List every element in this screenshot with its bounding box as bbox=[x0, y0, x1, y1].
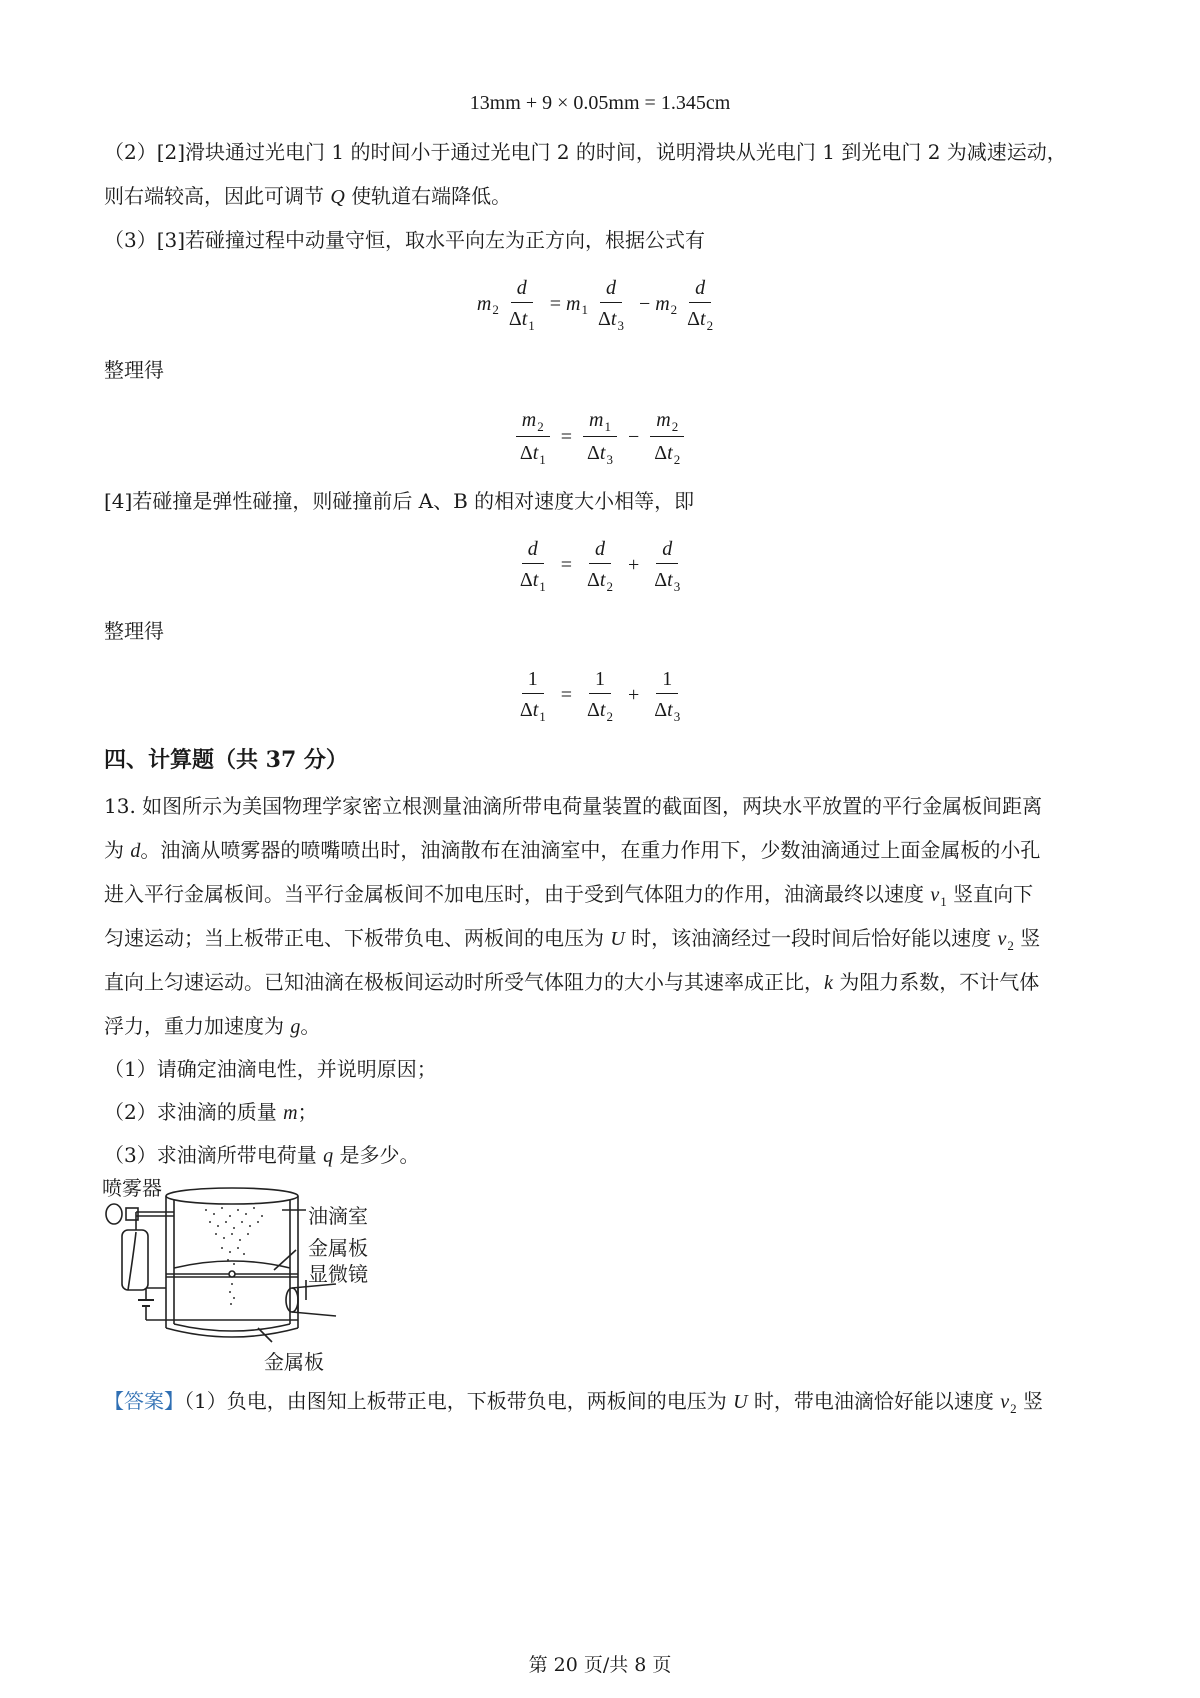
answer-text: （1）负电，由图知上板带正电，下板带负电，两板间的电压为 bbox=[184, 1389, 734, 1413]
answer-line bbox=[104, 1387, 1043, 1418]
var-d: d bbox=[605, 277, 616, 299]
paragraph-2-line-1 bbox=[104, 138, 1067, 166]
var-m: m bbox=[655, 293, 670, 315]
minus-sign: − bbox=[638, 293, 651, 315]
fraction-d-over-dt3 bbox=[592, 276, 630, 333]
var-m: m bbox=[589, 409, 604, 431]
subscript: 3 bbox=[673, 579, 681, 594]
subscript: 2 bbox=[673, 452, 681, 467]
fraction-d-over-dt2 bbox=[581, 537, 619, 594]
paragraph-text: [4]若碰撞是弹性碰撞，则碰撞前后 A、B 的相对速度大小相等，即 bbox=[104, 489, 695, 513]
subscript: 3 bbox=[606, 452, 613, 467]
answer-text: 时，带电油滴恰好能以速度 bbox=[747, 1389, 1001, 1413]
numeral-one: 1 bbox=[662, 668, 673, 690]
paragraph-text: 则右端较高，因此可调节 bbox=[104, 184, 331, 208]
subscript: 1 bbox=[581, 301, 588, 317]
var-v: v bbox=[930, 884, 940, 906]
chamber-top-rim bbox=[166, 1188, 298, 1204]
page-footer bbox=[0, 1650, 1200, 1677]
variable-q-upper: Q bbox=[330, 186, 345, 208]
var-q: q bbox=[323, 1145, 334, 1167]
paragraph-text: 使轨道右端降低。 bbox=[344, 184, 512, 208]
delta-symbol: Δ bbox=[519, 442, 533, 464]
var-t: t bbox=[667, 569, 673, 591]
var-t: t bbox=[532, 442, 539, 464]
label-sprayer: 喷雾器 bbox=[102, 1176, 162, 1200]
heading-text: 四、计算题（共 37 分） bbox=[104, 747, 348, 773]
microscope-lens bbox=[286, 1288, 298, 1312]
subscript: 1 bbox=[940, 894, 947, 909]
page-number: 第 20 页/共 8 页 bbox=[528, 1654, 672, 1676]
delta-symbol: Δ bbox=[519, 569, 533, 591]
delta-symbol: Δ bbox=[587, 442, 600, 464]
subscript: 2 bbox=[537, 419, 544, 434]
fraction-1-over-dt3 bbox=[648, 667, 686, 724]
subscript: 2 bbox=[606, 579, 613, 594]
question-text: ； bbox=[297, 1100, 318, 1124]
equals-sign: = bbox=[560, 554, 573, 576]
var-m: m bbox=[566, 293, 581, 315]
var-d: d bbox=[595, 538, 605, 560]
upper-plate-curve bbox=[174, 1261, 290, 1268]
equation-vernier-reading bbox=[0, 92, 1200, 115]
equals-sign: = bbox=[549, 293, 562, 315]
equals-sign: = bbox=[560, 684, 573, 706]
var-t: t bbox=[532, 699, 539, 721]
delta-symbol: Δ bbox=[687, 308, 701, 330]
fraction-d-over-dt1 bbox=[503, 276, 541, 333]
delta-symbol: Δ bbox=[654, 699, 668, 721]
question-text: 是多少。 bbox=[333, 1143, 420, 1167]
var-t: t bbox=[599, 442, 606, 464]
fraction-m1-over-dt3 bbox=[581, 408, 619, 467]
var-d: d bbox=[516, 277, 527, 299]
var-u: U bbox=[610, 928, 625, 950]
var-d: d bbox=[527, 538, 538, 560]
equation-reciprocal-times bbox=[0, 667, 1200, 724]
section-heading bbox=[104, 745, 348, 775]
numeral-one: 1 bbox=[527, 668, 538, 690]
equals-sign: = bbox=[560, 426, 573, 448]
fraction-d-over-dt1 bbox=[514, 537, 552, 594]
subscript: 1 bbox=[539, 452, 546, 467]
delta-symbol: Δ bbox=[519, 699, 533, 721]
delta-symbol: Δ bbox=[654, 442, 668, 464]
label-lower-metal-plate: 金属板 bbox=[264, 1350, 324, 1374]
question-text: 浮力，重力加速度为 bbox=[104, 1014, 291, 1038]
paragraph-text: （3）[3]若碰撞过程中动量守恒，取水平向左为正方向，根据公式有 bbox=[104, 228, 706, 252]
millikan-apparatus-figure bbox=[96, 1170, 396, 1385]
subscript: 3 bbox=[673, 709, 681, 724]
question-13-line-1 bbox=[104, 792, 1042, 820]
subscript: 2 bbox=[1007, 938, 1014, 953]
var-g: g bbox=[290, 1016, 301, 1038]
numeral-one: 1 bbox=[595, 668, 605, 690]
question-13-line-5 bbox=[104, 968, 1039, 997]
subscript: 2 bbox=[706, 318, 714, 333]
subscript: 2 bbox=[670, 301, 678, 317]
paragraph-4 bbox=[104, 487, 694, 515]
answer-text: 竖 bbox=[1016, 1389, 1044, 1413]
var-u: U bbox=[733, 1391, 748, 1413]
var-m: m bbox=[283, 1102, 298, 1124]
question-text: 为 bbox=[104, 838, 131, 862]
question-text: 。 bbox=[300, 1014, 321, 1038]
var-t: t bbox=[667, 699, 673, 721]
question-text: （3）求油滴所带电荷量 bbox=[104, 1143, 324, 1167]
var-m: m bbox=[476, 293, 492, 315]
subscript: 1 bbox=[539, 579, 546, 594]
question-text: 匀速运动；当上板带正电、下板带负电、两板间的电压为 bbox=[104, 926, 611, 950]
subscript: 1 bbox=[539, 709, 546, 724]
subscript: 2 bbox=[1010, 1401, 1017, 1416]
equation-relative-velocity bbox=[0, 537, 1200, 594]
question-text: 为阻力系数，不计气体 bbox=[832, 970, 1040, 994]
delta-symbol: Δ bbox=[654, 569, 668, 591]
subscript: 2 bbox=[492, 301, 499, 317]
label-upper-metal-plate: 金属板 bbox=[308, 1236, 368, 1260]
question-13-line-6 bbox=[104, 1012, 320, 1041]
subscript: 2 bbox=[671, 419, 679, 434]
question-text: （2）求油滴的质量 bbox=[104, 1100, 284, 1124]
question-13-line-3 bbox=[104, 880, 1033, 911]
subscript: 2 bbox=[606, 709, 613, 724]
fraction-m2-over-dt2 bbox=[648, 408, 686, 467]
fraction-d-over-dt2 bbox=[681, 276, 719, 333]
question-text: （1）请确定油滴电性，并说明原因； bbox=[104, 1057, 437, 1081]
equation-momentum bbox=[0, 276, 1200, 333]
question-text: 时，该油滴经过一段时间后恰好能以速度 bbox=[624, 926, 998, 950]
equation-rearranged-momentum bbox=[0, 408, 1200, 467]
equation-text: 13mm + 9 × 0.05mm = 1.345cm bbox=[469, 92, 731, 114]
question-13-line-2 bbox=[104, 836, 1040, 865]
question-13-line-4 bbox=[104, 924, 1040, 955]
answer-tag: 【答案】 bbox=[104, 1389, 184, 1413]
delta-symbol: Δ bbox=[587, 699, 600, 721]
var-t: t bbox=[700, 308, 706, 330]
var-m: m bbox=[656, 409, 671, 431]
question-text: 直向上匀速运动。已知油滴在极板间运动时所受气体阻力的大小与其速率成正比， bbox=[104, 970, 824, 994]
var-t: t bbox=[521, 308, 528, 330]
sprayer-bulb bbox=[106, 1204, 122, 1224]
plus-sign: + bbox=[627, 684, 640, 706]
label-rearranged-1 bbox=[104, 356, 164, 384]
minus-sign: − bbox=[627, 426, 640, 448]
var-v: v bbox=[997, 928, 1007, 950]
fraction-d-over-dt3 bbox=[648, 537, 686, 594]
var-t: t bbox=[599, 569, 606, 591]
var-d: d bbox=[662, 538, 673, 560]
question-text: 。油滴从喷雾器的喷嘴喷出时，油滴散布在油滴室中，在重力作用下，少数油滴通过上面金属板的小孔 bbox=[140, 838, 1041, 862]
fraction-m2-over-dt1 bbox=[514, 408, 552, 467]
var-d: d bbox=[130, 840, 141, 862]
subscript: 3 bbox=[617, 318, 624, 333]
fraction-1-over-dt1 bbox=[514, 667, 552, 724]
delta-symbol: Δ bbox=[598, 308, 611, 330]
fraction-1-over-dt2 bbox=[581, 667, 619, 724]
var-v: v bbox=[1000, 1391, 1010, 1413]
delta-symbol: Δ bbox=[508, 308, 522, 330]
subscript: 1 bbox=[604, 419, 611, 434]
var-t: t bbox=[610, 308, 617, 330]
plus-sign: + bbox=[627, 554, 640, 576]
paragraph-text: 整理得 bbox=[104, 619, 164, 643]
label-microscope: 显微镜 bbox=[308, 1262, 368, 1286]
paragraph-3 bbox=[104, 226, 705, 254]
question-text: 13. 如图所示为美国物理学家密立根测量油滴所带电荷量装置的截面图，两块水平放置的平行金属板间距离 bbox=[104, 794, 1043, 818]
var-m: m bbox=[521, 409, 537, 431]
var-t: t bbox=[667, 442, 673, 464]
sub-question-1 bbox=[104, 1055, 437, 1083]
question-text: 竖直向下 bbox=[946, 882, 1034, 906]
question-text: 竖 bbox=[1013, 926, 1041, 950]
label-oil-chamber: 油滴室 bbox=[308, 1204, 368, 1228]
var-d: d bbox=[695, 277, 706, 299]
var-k: k bbox=[824, 972, 833, 994]
sub-question-3 bbox=[104, 1141, 419, 1170]
label-rearranged-2 bbox=[104, 617, 164, 645]
subscript: 1 bbox=[528, 318, 535, 333]
paragraph-text: （2）[2]滑块通过光电门 1 的时间小于通过光电门 2 的时间，说明滑块从光电门 1 到光电门 2 为减速运动， bbox=[104, 140, 1067, 164]
paragraph-text: 整理得 bbox=[104, 358, 164, 382]
paragraph-2-line-2 bbox=[104, 182, 511, 211]
var-t: t bbox=[532, 569, 539, 591]
sub-question-2 bbox=[104, 1098, 318, 1127]
var-t: t bbox=[599, 699, 606, 721]
question-text: 进入平行金属板间。当平行金属板间不加电压时，由于受到气体阻力的作用，油滴最终以速度 bbox=[104, 882, 931, 906]
delta-symbol: Δ bbox=[587, 569, 600, 591]
oil-droplets bbox=[205, 1207, 263, 1305]
